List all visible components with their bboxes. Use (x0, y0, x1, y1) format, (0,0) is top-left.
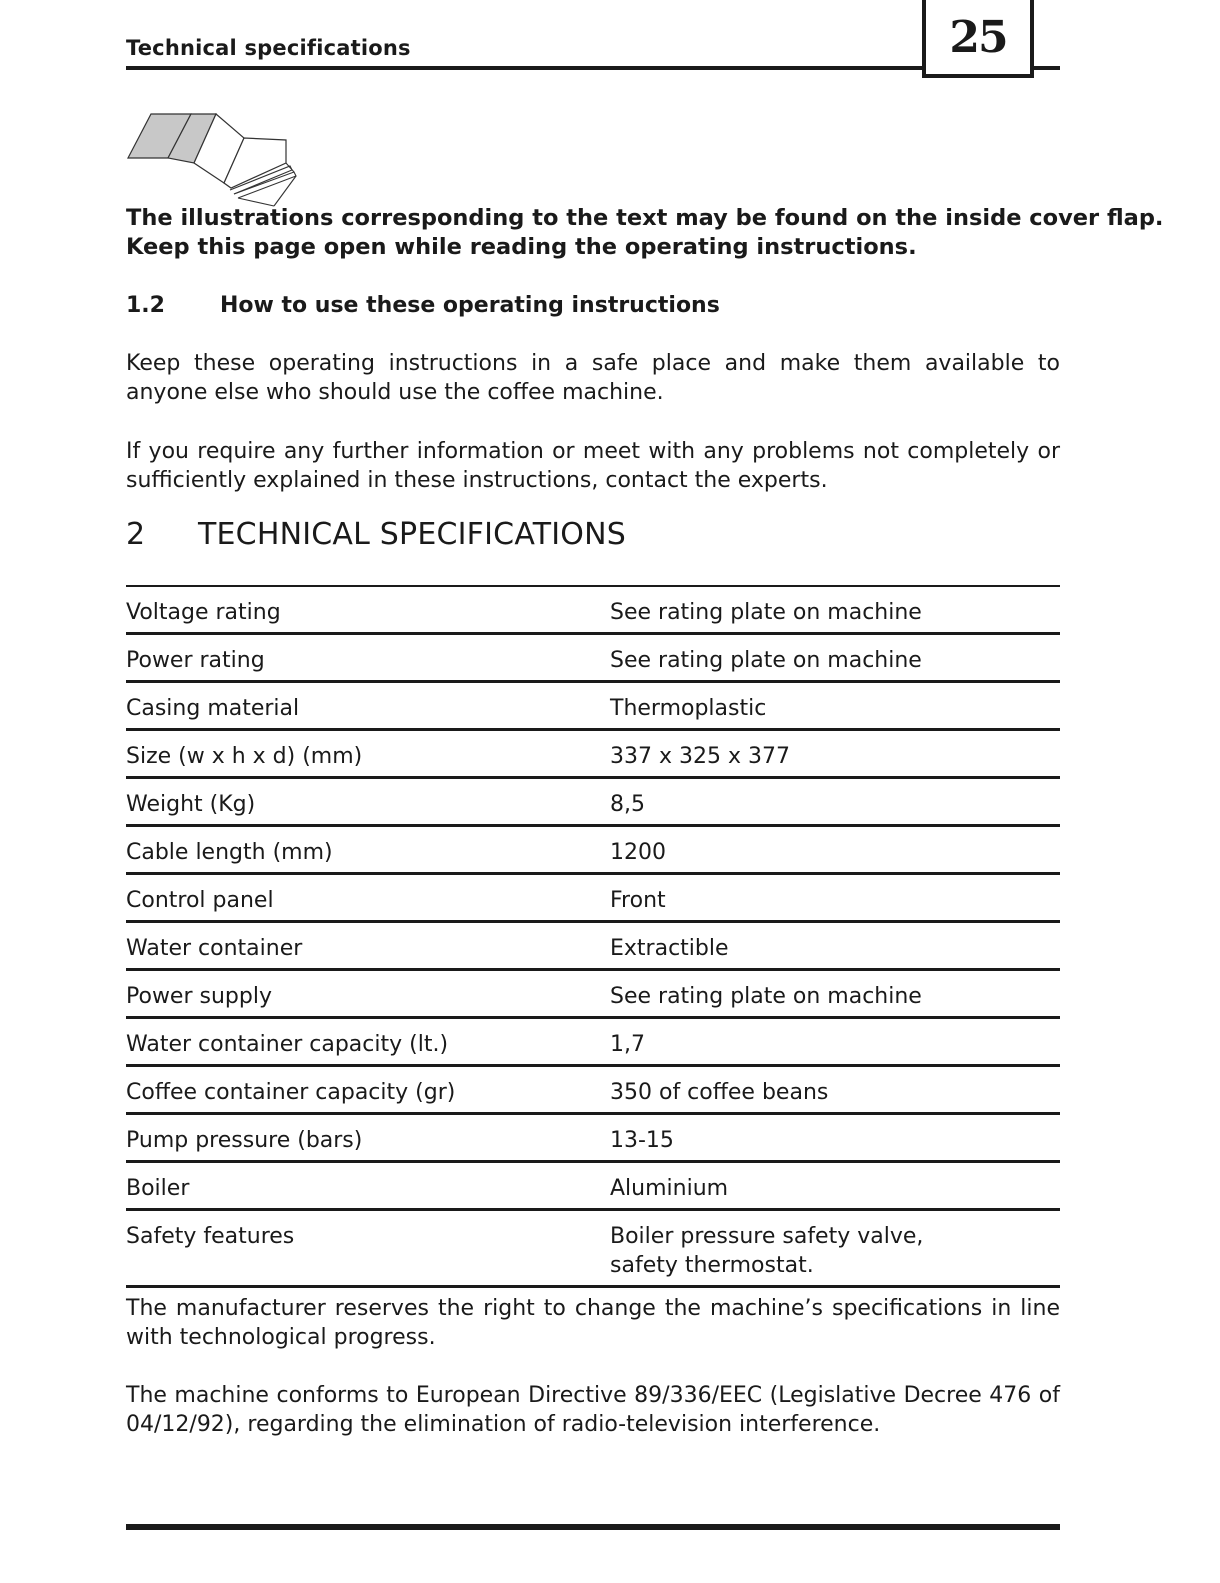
page-header (126, 0, 1060, 84)
paragraph-keep-safe: Keep these operating instructions in a safe place and make them available to anyone else who should use the coffee machine. (126, 351, 1060, 405)
spec-value: 8,5 (610, 778, 1060, 826)
section-title: TECHNICAL SPECIFICATIONS (198, 517, 626, 552)
footer-rule (126, 1524, 1060, 1530)
paragraph-further-info: If you require any further information or meet with any problems not completely or sufficiently explained in these instructions, contact the experts. (126, 439, 1060, 493)
spec-label: Voltage rating (126, 586, 610, 634)
fold-out-flap-icon (126, 108, 298, 208)
spec-value: Thermoplastic (610, 682, 1060, 730)
spec-value: See rating plate on machine (610, 970, 1060, 1018)
spec-row (126, 1162, 1060, 1210)
spec-label: Coffee container capacity (gr) (126, 1066, 610, 1114)
spec-row (126, 1210, 1060, 1287)
section-heading (126, 516, 626, 554)
header-rule (126, 66, 1060, 70)
spec-label: Power rating (126, 634, 610, 682)
spec-row (126, 1114, 1060, 1162)
spec-row (126, 634, 1060, 682)
spec-label: Water container capacity (lt.) (126, 1018, 610, 1066)
spec-row (126, 874, 1060, 922)
spec-value: 1200 (610, 826, 1060, 874)
spec-row (126, 586, 1060, 634)
spec-value: Front (610, 874, 1060, 922)
spec-value: Extractible (610, 922, 1060, 970)
spec-table (126, 585, 1060, 1288)
spec-value: Aluminium (610, 1162, 1060, 1210)
spec-row (126, 682, 1060, 730)
spec-row (126, 1066, 1060, 1114)
spec-label: Control panel (126, 874, 610, 922)
spec-row (126, 1018, 1060, 1066)
note-directive: The machine conforms to European Directive 89/336/EEC (Legislative Decree 476 of 04/12/92), regarding the elimination of radio-television interference. (126, 1383, 1060, 1437)
spec-row (126, 730, 1060, 778)
spec-row (126, 922, 1060, 970)
spec-label: Power supply (126, 970, 610, 1018)
note-manufacturer: The manufacturer reserves the right to change the machine’s specifications in line with technological progress. (126, 1296, 1060, 1350)
spec-value: 350 of coffee beans (610, 1066, 1060, 1114)
section-number: 2 (126, 517, 146, 552)
page-number: 25 (949, 11, 1007, 63)
spec-row (126, 970, 1060, 1018)
spec-label: Water container (126, 922, 610, 970)
spec-label: Pump pressure (bars) (126, 1114, 610, 1162)
spec-label: Casing material (126, 682, 610, 730)
intro-notice-line1: The illustrations corresponding to the text may be found on the inside cover flap. (126, 205, 1164, 231)
spec-label: Weight (Kg) (126, 778, 610, 826)
spec-value: 337 x 325 x 377 (610, 730, 1060, 778)
spec-value: See rating plate on machine (610, 586, 1060, 634)
spec-value: See rating plate on machine (610, 634, 1060, 682)
spec-row (126, 826, 1060, 874)
subsection-number: 1.2 (126, 293, 165, 318)
spec-value: Boiler pressure safety valve, safety thermostat. (610, 1210, 1060, 1287)
subsection-title: How to use these operating instructions (220, 293, 720, 318)
spec-label: Boiler (126, 1162, 610, 1210)
spec-row (126, 778, 1060, 826)
intro-notice (126, 204, 1164, 262)
header-title: Technical specifications (126, 36, 411, 60)
subsection-heading (126, 291, 720, 320)
spec-label: Cable length (mm) (126, 826, 610, 874)
spec-value: 1,7 (610, 1018, 1060, 1066)
page-number-box (922, 0, 1034, 78)
spec-label: Size (w x h x d) (mm) (126, 730, 610, 778)
spec-value: 13-15 (610, 1114, 1060, 1162)
intro-notice-line2: Keep this page open while reading the operating instructions. (126, 234, 917, 260)
spec-label: Safety features (126, 1210, 610, 1287)
